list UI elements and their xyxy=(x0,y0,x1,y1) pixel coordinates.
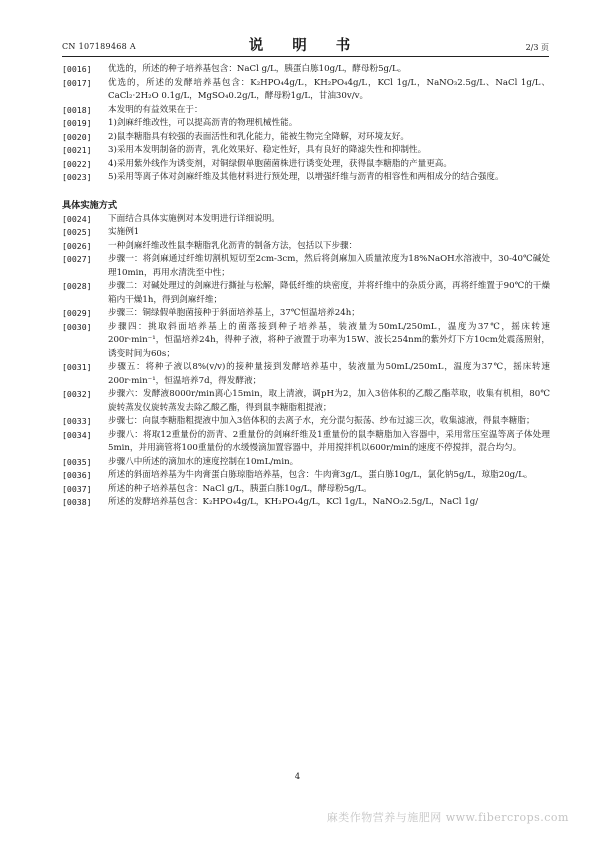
paragraph-number: [0017] xyxy=(62,77,92,88)
paragraph-text: 所述的发酵培养基包含：K₂HPO₄4g/L，KH₂PO₄4g/L，KCl 1g/L，NaNO₃2.5g/L，NaCl 1g/ xyxy=(108,497,479,507)
paragraph-number: [0032] xyxy=(62,389,92,399)
paragraph xyxy=(62,77,550,104)
paragraph xyxy=(62,253,550,280)
page-count: 2/3 页 xyxy=(525,43,549,52)
paragraph-number: [0024] xyxy=(62,213,92,224)
paragraph-text: 步骤八：将取12重量份的沥青、2重量份的剑麻纤维及1重量份的鼠李糖脂加入容器中，采用常压室温等离子体处理5min，并用滴管将100重量份的水缓慢滴加置容器中，并用搅拌机以600r/min的速度不停搅拌，混合均匀。 xyxy=(108,429,550,453)
paragraph xyxy=(62,388,550,415)
paragraph xyxy=(62,307,550,321)
paragraph-text: 1)剑麻纤维改性，可以提高沥青的物理机械性能。 xyxy=(108,118,298,128)
paragraph xyxy=(62,429,550,456)
paragraph-number: [0029] xyxy=(62,308,92,318)
paragraph-text: 所述的斜面培养基为牛肉膏蛋白胨琼脂培养基，包含：牛肉膏3g/L，蛋白胨10g/L，氯化钠5g/L，琼脂20g/L。 xyxy=(108,470,533,480)
paragraph-number: [0021] xyxy=(62,145,92,155)
page-header xyxy=(62,34,549,56)
paragraph xyxy=(62,117,550,131)
paragraph-text: 2)鼠李糖脂具有较强的表面活性和乳化能力，能被生物完全降解，对环境友好。 xyxy=(108,131,410,142)
paragraph xyxy=(62,240,550,254)
paragraph-text: 优选的，所述的发酵培养基包含：K₂HPO₄4g/L，KH₂PO₄4g/L，KCl 1g/L，NaNO₃2.5g/L、NaCl 1g/L、CaCl₂·2H₂O 0.1g/L，MgSO₄0.2g/L，酵母粉1g/L，甘油30v/v。 xyxy=(108,77,550,101)
paragraph-text: 实施例1 xyxy=(108,227,140,237)
watermark: 麻类作物营养与施肥网 www.fibercrops.com xyxy=(326,811,569,824)
paragraph xyxy=(62,415,550,429)
paragraph-number: [0031] xyxy=(62,362,92,372)
paragraph-number: [0038] xyxy=(62,497,92,507)
paragraph xyxy=(62,144,550,158)
paragraph-text: 5)采用等离子体对剑麻纤维及其他材料进行预处理，以增强纤维与沥青的相容性和两相成分的结合强度。 xyxy=(108,172,504,182)
paragraph-text: 步骤三：铜绿假单胞菌接种于斜面培养基上，37℃恒温培养24h； xyxy=(108,308,360,318)
paragraph xyxy=(62,361,550,388)
paragraph-text: 步骤七：向鼠李糖脂粗提液中加入3倍体积的去离子水，充分混匀振荡、纱布过滤三次，收集滤液，得鼠李糖脂； xyxy=(108,416,535,426)
paragraph-number: [0037] xyxy=(62,483,92,494)
paragraph xyxy=(62,63,550,77)
paragraph xyxy=(62,321,550,362)
paragraph-number: [0019] xyxy=(62,118,92,128)
paragraph-number: [0022] xyxy=(62,158,92,169)
paragraph xyxy=(62,131,550,145)
paragraph-text: 步骤八中所述的滴加水的速度控制在10mL/min。 xyxy=(108,456,299,467)
paragraph-text: 步骤四：挑取斜面培养基上的菌落接到种子培养基，装液量为50mL/250mL，温度为37℃，摇床转速200r·min⁻¹，恒温培养24h，得种子液，将种子液置于功率为15W、波长254nm的紫外灯下方10cm处震荡照射，诱变时间为60s； xyxy=(108,321,550,359)
paragraph-number: [0018] xyxy=(62,104,92,115)
publication-number: CN 107189468 A xyxy=(62,42,136,51)
paragraph-text: 4)采用紫外线作为诱变剂，对铜绿假单胞菌菌株进行诱变处理，获得鼠李糖脂的产量更高。 xyxy=(108,158,452,169)
paragraph xyxy=(62,158,550,172)
paragraph-text: 一种剑麻纤维改性鼠李糖脂乳化沥青的制备方法，包括以下步骤： xyxy=(108,240,358,251)
paragraph-list-after xyxy=(62,213,550,510)
paragraph-text: 3)采用本发明制备的沥青，乳化效果好、稳定性好，具有良好的降滤失性和抑制性。 xyxy=(108,145,427,155)
paragraph xyxy=(62,483,550,497)
paragraph-number: [0020] xyxy=(62,131,92,142)
paragraph-text: 本发明的有益效果在于： xyxy=(108,104,203,115)
paragraph xyxy=(62,469,550,483)
paragraph xyxy=(62,280,550,307)
page-number: 4 xyxy=(294,772,301,782)
document-title: 说 明 书 xyxy=(248,37,363,54)
paragraph-number: [0030] xyxy=(62,321,92,332)
paragraph-number: [0028] xyxy=(62,281,92,291)
paragraph-number: [0025] xyxy=(62,227,92,237)
paragraph-text: 所述的种子培养基包含：NaCl g/L，胰蛋白胨10g/L，酵母粉5g/L。 xyxy=(108,483,372,494)
paragraph-number: [0016] xyxy=(62,64,92,74)
paragraph-number: [0036] xyxy=(62,470,92,480)
paragraph-text: 优选的，所述的种子培养基包含：NaCl g/L，胰蛋白胨10g/L，酵母粉5g/L。 xyxy=(108,64,407,74)
paragraph xyxy=(62,226,550,240)
paragraph xyxy=(62,213,550,227)
paragraph-text: 下面结合具体实施例对本发明进行详细说明。 xyxy=(108,213,280,224)
paragraph-number: [0033] xyxy=(62,416,92,426)
paragraph-text: 步骤五：将种子液以8%(v/v)的接种量接到发酵培养基中，装液量为50mL/250mL，温度为37℃，摇床转速200r·min⁻¹，恒温培养7d，得发酵液； xyxy=(108,362,550,386)
header-rule xyxy=(62,56,549,57)
paragraph xyxy=(62,496,550,510)
paragraph-number: [0035] xyxy=(62,456,92,467)
paragraph-text: 步骤一：将剑麻通过纤维切割机短切至2cm-3cm，然后将剑麻加入质量浓度为18%NaOH水溶液中，30-40℃碱处理10min，再用水清洗至中性； xyxy=(108,254,550,278)
paragraph xyxy=(62,171,550,185)
paragraph-number: [0034] xyxy=(62,429,92,440)
paragraph-number: [0027] xyxy=(62,254,92,264)
section-heading: 具体实施方式 xyxy=(62,199,118,211)
paragraph xyxy=(62,456,550,470)
document-body xyxy=(62,63,550,510)
paragraph xyxy=(62,104,550,118)
paragraph-number: [0026] xyxy=(62,240,92,251)
paragraph-text: 步骤二：对碱处理过的剑麻进行撕扯与松解，降低纤维的块密度，并将纤维中的杂质分离，再将纤维置于90℃的干燥箱内干燥1h，得到剑麻纤维； xyxy=(108,281,550,305)
paragraph-text: 步骤六：发酵液8000r/min离心15min，取上清液，调pH为2，加入3倍体积的乙酸乙酯萃取，收集有机相，80℃旋转蒸发仪旋转蒸发去除乙酸乙酯，得到鼠李糖脂粗提液； xyxy=(108,389,550,413)
paragraph-list-before xyxy=(62,63,550,185)
paragraph-number: [0023] xyxy=(62,172,92,182)
